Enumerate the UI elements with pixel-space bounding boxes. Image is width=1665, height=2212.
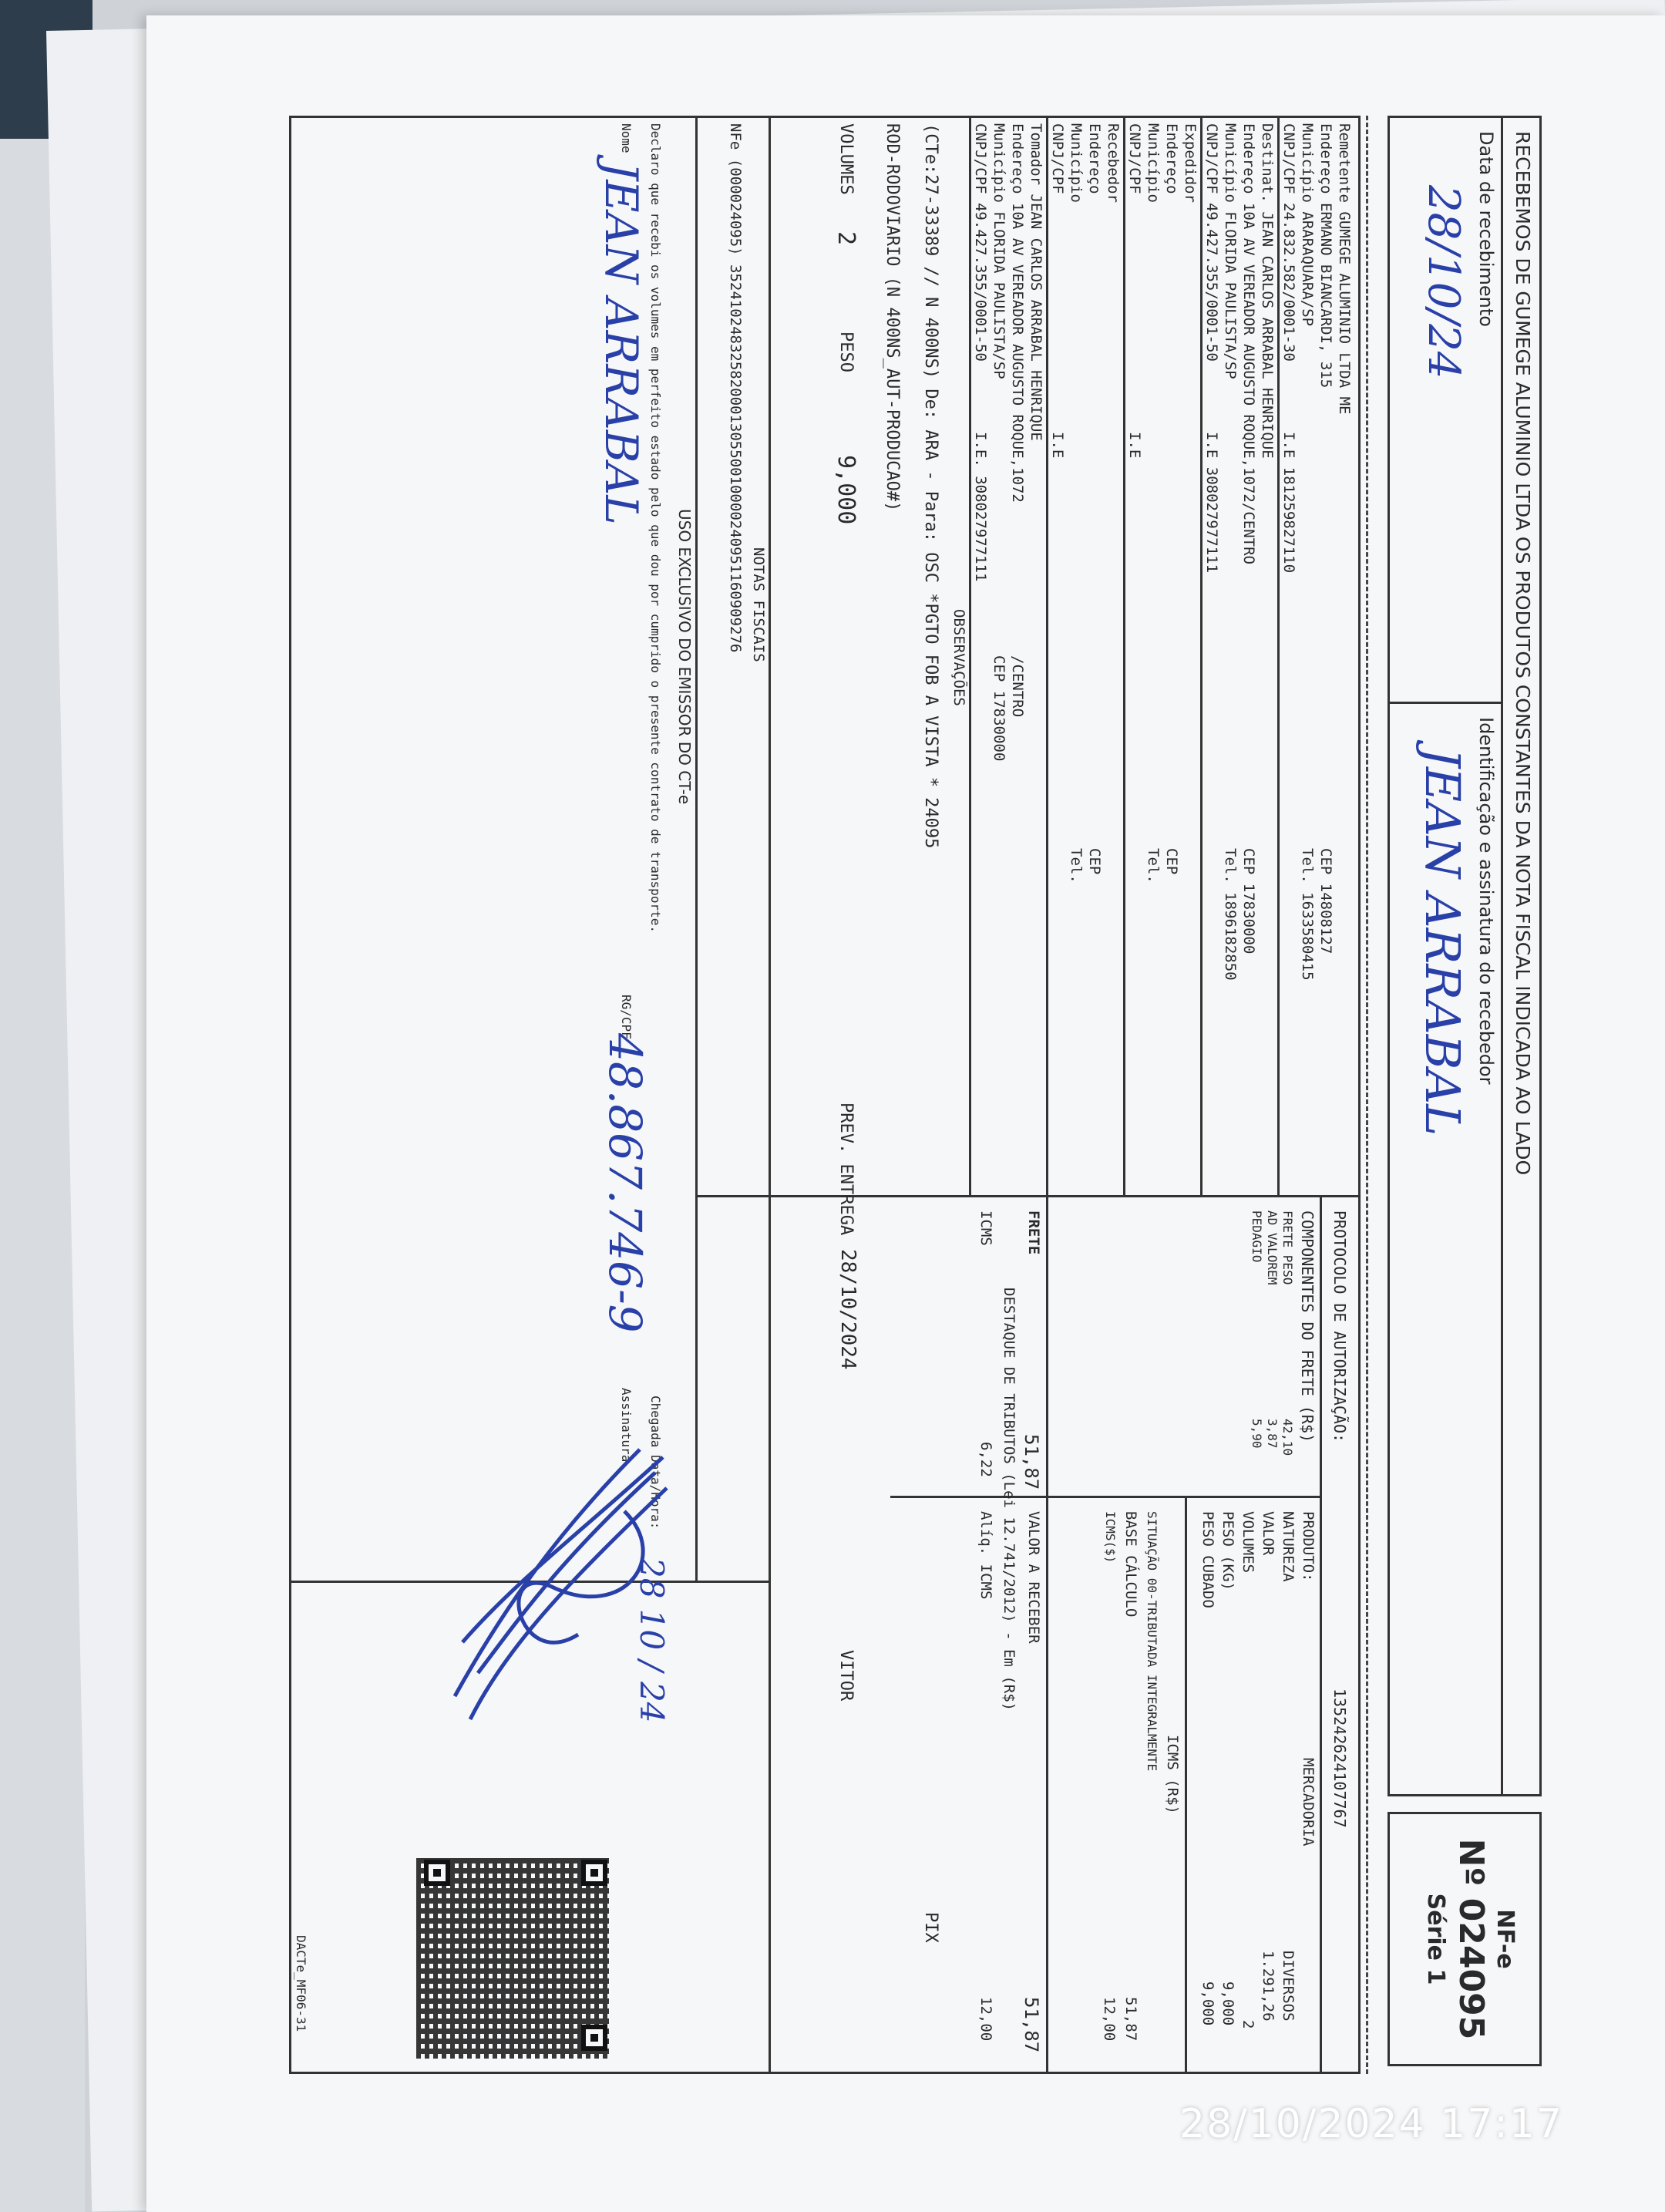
aliq-label: Alíq. ICMS — [977, 1511, 994, 1600]
peso-cubado-value: 9,000 — [1199, 1981, 1216, 2026]
obs-line1: (CTe:27-33389 // N 400NS) De: ARA - Para: OSC *PGTO FOB A VISTA * 24095 — [921, 123, 940, 849]
rec-endereco: Endereço — [1086, 123, 1103, 194]
tom-centro: /CENTRO — [1009, 655, 1026, 718]
vitor: VITOR — [836, 1650, 856, 1702]
nome-label: Nome — [619, 123, 634, 153]
componente-label-1: AD VALOREM — [1265, 1210, 1280, 1285]
pix: PIX — [921, 1912, 940, 1943]
componente-value-1: 3,87 — [1265, 1419, 1280, 1449]
componentes-title: COMPONENTES DO FRETE (R$) — [1298, 1210, 1317, 1443]
rec-cep: CEP — [1086, 848, 1103, 875]
dest-endereco: Endereço 10A AV VEREADOR AUGUSTO ROQUE,1072/CENTRO — [1240, 123, 1257, 564]
destaque: DESTAQUE DE TRIBUTOS (Lei 12.741/2012) - Em (R$) — [1001, 1288, 1018, 1712]
nfe-serie: Série 1 — [1422, 1893, 1449, 1985]
exp-cep: CEP — [1163, 848, 1180, 875]
peso-cubado-label: PESO CUBADO — [1199, 1511, 1216, 1608]
icms-row-value: 6,22 — [977, 1442, 994, 1477]
dest-ie: I.E 308027977111 — [1203, 432, 1220, 574]
componente-value-2: 5,90 — [1250, 1419, 1264, 1449]
tom-endereco: Endereço 10A AV VEREADOR AUGUSTO ROQUE,1072 — [1009, 123, 1026, 503]
protocolo-label: PROTOCOLO DE AUTORIZAÇÃO: — [1330, 1210, 1349, 1443]
aliq-value: 12,00 — [977, 1997, 994, 2042]
rem-cnpj: CNPJ/CPF 24.832.582/0001-30 — [1280, 123, 1297, 362]
icms-title: ICMS (R$) — [1164, 1735, 1181, 1814]
dacte-code: DACTe_MF06-31 — [294, 1935, 308, 2032]
produto-label: PRODUTO: — [1300, 1511, 1317, 1582]
icms-value: 12,00 — [1101, 1997, 1118, 2042]
declaro: Declaro que recebi os volumes em perfeito estado pelo que dou por cumprido o presente contrato de transporte. — [648, 123, 663, 933]
nome-value: JEAN ARRABAL — [595, 162, 648, 525]
situacao: SITUAÇÃO 00-TRIBUTADA INTEGRALMENTE — [1145, 1511, 1159, 1772]
obs-peso-value: 9,000 — [832, 455, 859, 525]
dest-cnpj: CNPJ/CPF 49.427.355/0001-50 — [1203, 123, 1220, 362]
valor-value: 1.291,26 — [1260, 1951, 1276, 2022]
obs-volumes-value: 2 — [832, 231, 859, 246]
tom-cep: CEP 17830000 — [991, 655, 1007, 762]
photo-timestamp: 28/10/2024 17:17 — [1179, 2101, 1564, 2147]
nfe-number: Nº 024095 — [1451, 1838, 1491, 2040]
componente-value-0: 42,10 — [1280, 1419, 1295, 1456]
natureza-value: DIVERSOS — [1280, 1951, 1297, 2022]
chegada-value: 28 10 / 24 — [633, 1557, 671, 1723]
chegada-label: Chegada Data/Hora: — [648, 1396, 663, 1530]
assinatura-label: Assinatura — [619, 1388, 634, 1463]
obs-title: OBSERVAÇÕES — [950, 609, 967, 706]
peso-label: PESO (KG) — [1219, 1511, 1236, 1591]
rec-ie: I.E — [1049, 432, 1066, 459]
exp-tel: Tel. — [1145, 848, 1162, 884]
base-value: 51,87 — [1122, 1997, 1139, 2042]
signature-scribble — [439, 1442, 671, 1766]
valor-receber-label: VALOR A RECEBER — [1025, 1511, 1042, 1644]
rec-cnpj: CNPJ/CPF — [1049, 123, 1066, 194]
base-label: BASE CÁLCULO — [1122, 1511, 1139, 1618]
protocolo-value: 135242624107767 — [1330, 1688, 1349, 1828]
dest-tel: Tel. 1896182850 — [1222, 848, 1239, 981]
obs-peso-label: PESO — [836, 332, 856, 372]
rem-cep: CEP 14808127 — [1317, 848, 1334, 954]
date-label: Data de recebimento — [1475, 131, 1497, 327]
prev-value: 28/10/2024 — [836, 1249, 859, 1370]
qr-finder-icon — [581, 2025, 607, 2051]
peso-value: 9,000 — [1219, 1981, 1236, 2026]
ident-value: JEAN ARRABAL — [1414, 748, 1471, 1136]
prev-label: PREV. ENTREGA — [836, 1103, 856, 1236]
rem-tel: Tel. 1633580415 — [1299, 848, 1316, 981]
qr-finder-icon — [581, 1860, 607, 1886]
exp-cnpj: CNPJ/CPF — [1126, 123, 1143, 194]
remetente: Remetente GUMEGE ALUMINIO LTDA ME — [1336, 123, 1353, 415]
dacte-document — [270, 116, 1557, 2074]
rem-ie: I.E 181259827110 — [1280, 432, 1297, 574]
tom-municipio: Município FLORIDA PAULISTA/SP — [991, 123, 1007, 379]
rec-municipio: Município — [1068, 123, 1085, 203]
rg-label: RG/CPF — [619, 995, 634, 1039]
obs-volumes-label: VOLUMES — [836, 123, 856, 195]
receipt-header: RECEBEMOS DE GUMEGE ALUMINIO LTDA OS PRODUTOS CONSTANTES DA NOTA FISCAL INDICADA AO LADO — [1512, 131, 1534, 1176]
valor-label: VALOR — [1260, 1511, 1276, 1556]
rem-endereco: Endereço ERMANO BIANCARDI, 315 — [1317, 123, 1334, 389]
destinat: Destinat. JEAN CARLOS ARRABAL HENRIQUE — [1259, 123, 1276, 459]
exp-municipio: Município — [1145, 123, 1162, 203]
frete-label: FRETE — [1025, 1210, 1042, 1255]
date-value: 28/10/24 — [1418, 185, 1468, 379]
componente-label-2: PEDAGIO — [1250, 1210, 1264, 1263]
icms-row-label: ICMS — [977, 1210, 994, 1246]
uso-exclusivo: USO EXCLUSIVO DO EMISSOR DO CT-e — [675, 509, 694, 805]
exp-ie: I.E — [1126, 432, 1143, 459]
notas-title: NOTAS FISCAIS — [750, 547, 767, 662]
cut-line — [1366, 116, 1368, 2074]
ident-label: Identificação e assinatura do recebedor — [1475, 717, 1497, 1085]
expedidor: Expedidor — [1182, 123, 1199, 203]
tom-cnpj: CNPJ/CPF 49.427.355/0001-50 — [972, 123, 989, 362]
tom-ie: I.E. 308027977111 — [972, 432, 989, 582]
nfe-label: NF-e — [1492, 1909, 1519, 1969]
volumes-label: VOLUMES — [1240, 1511, 1256, 1574]
rec-tel: Tel. — [1068, 848, 1085, 884]
produto-value: MERCADORIA — [1300, 1758, 1317, 1847]
rem-municipio: Município ARARAQUARA/SP — [1299, 123, 1316, 327]
recebedor: Recebedor — [1105, 123, 1122, 203]
componente-label-0: FRETE PESO — [1280, 1210, 1295, 1285]
dest-municipio: Município FLORIDA PAULISTA/SP — [1222, 123, 1239, 379]
rg-value: 48.867.746-9 — [599, 1033, 651, 1333]
icms-label: ICMS($) — [1103, 1511, 1118, 1564]
natureza-label: NATUREZA — [1280, 1511, 1297, 1582]
qr-finder-icon — [424, 1860, 450, 1886]
dest-cep: CEP 17830000 — [1240, 848, 1257, 954]
tomador: Tomador JEAN CARLOS ARRABAL HENRIQUE — [1028, 123, 1044, 441]
qr-code — [416, 1858, 609, 2059]
valor-receber-value: 51,87 — [1021, 1997, 1042, 2053]
notas-line: NFe (000024095) 35241024832582000130550010000240951160909276 — [727, 123, 744, 653]
volumes-value: 2 — [1240, 2020, 1256, 2029]
frete-value: 51,87 — [1021, 1434, 1042, 1490]
obs-line2: ROD-RODOVIARIO (N 400NS_AUT-PRODUCAO#) — [883, 123, 902, 512]
exp-endereco: Endereço — [1163, 123, 1180, 194]
